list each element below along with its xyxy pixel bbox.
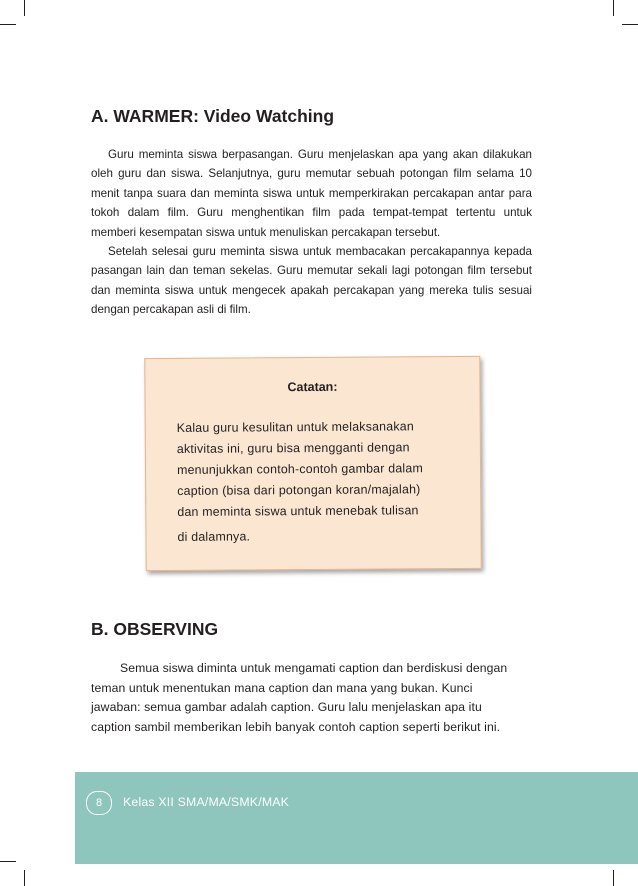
- note-line: caption (bisa dari potongan koran/majalah): [177, 482, 421, 498]
- note-text: [177, 416, 468, 548]
- crop-mark-bottom-left-vertical: [24, 870, 25, 886]
- section-a-paragraph-2: Setelah selesai guru meminta siswa untuk membacakan percakapannya kepada pasangan lain dan teman sekelas. Guru memutar sekali lagi potongan film tersebut dan meminta siswa untuk mengecek apakah percakapan yang mereka tulis sesuai dengan percakapan asli di film.: [91, 245, 532, 317]
- section-a-body: [91, 145, 532, 320]
- note-line: Kalau guru kesulitan untuk melaksanakan: [176, 419, 414, 435]
- page-number: 8: [86, 791, 112, 815]
- crop-mark-top-right-vertical: [613, 0, 614, 16]
- crop-mark-top-left-vertical: [24, 0, 25, 16]
- section-b-paragraph: Semua siswa diminta untuk mengamati caption dan berdiskusi dengan teman untuk menentukan mana caption dan mana yang bukan. Kunci jawaban: semua gambar adalah caption. Guru lalu menjelaskan apa itu caption sambil memberikan lebih banyak contoh caption seperti berikut ini.: [91, 661, 508, 734]
- section-a-paragraph-1: Guru meminta siswa berpasangan. Guru menjelaskan apa yang akan dilakukan oleh guru dan siswa. Selanjutnya, guru memutar sebuah potongan film selama 10 menit tanpa suara dan meminta siswa untuk memperkirakan percakapan antar para tokoh dalam film. Guru menghentikan film pada tempat-tempat tertentu untuk memberi kesempatan siswa untuk menuliskan percakapan tersebut.: [91, 148, 532, 239]
- note-line: di dalamnya.: [177, 529, 251, 544]
- note-line: aktivitas ini, guru bisa mengganti dengan: [176, 440, 410, 456]
- note-title: Catatan:: [287, 379, 338, 395]
- book-title: Kelas XII SMA/MA/SMK/MAK: [123, 795, 290, 809]
- crop-mark-bottom-right-vertical: [613, 870, 614, 886]
- footer-band: [75, 772, 638, 864]
- crop-mark-bottom-left-horizontal: [0, 861, 16, 862]
- section-a-title: A. WARMER: Video Watching: [91, 106, 335, 126]
- note-line: menunjukkan contoh-contoh gambar dalam: [176, 461, 424, 477]
- crop-mark-top-right-horizontal: [622, 24, 638, 25]
- crop-mark-top-left-horizontal: [0, 24, 16, 25]
- note-line: dan meminta siswa untuk menebak tulisan: [177, 503, 419, 519]
- section-b-title: B. OBSERVING: [91, 619, 219, 639]
- section-b-body: [91, 659, 523, 737]
- note-box: [144, 356, 481, 571]
